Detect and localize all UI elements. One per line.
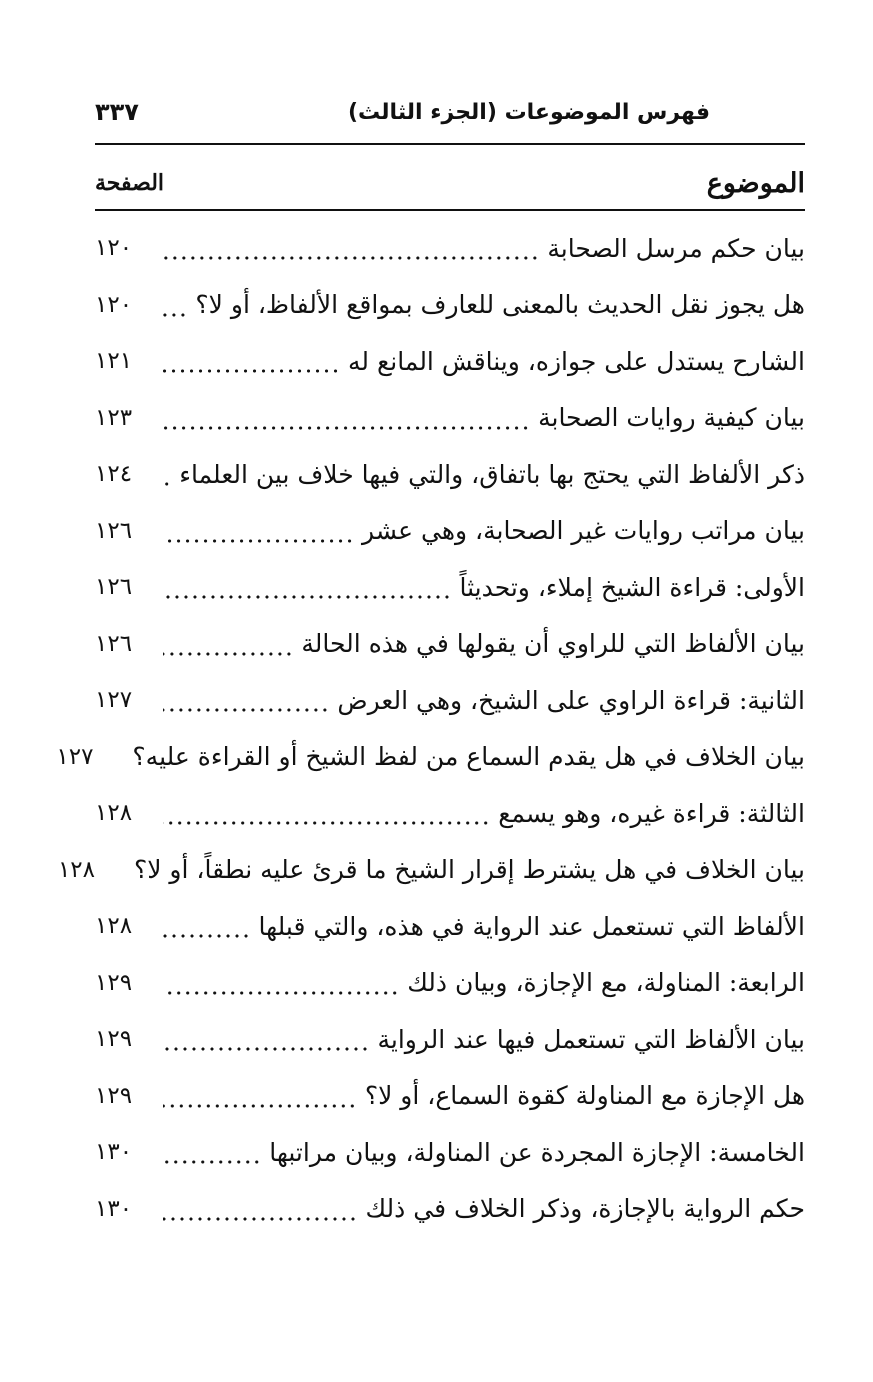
toc-entry xyxy=(95,220,805,277)
dot-leader xyxy=(163,518,354,544)
toc-entry xyxy=(95,446,805,503)
toc-entry-page: ١٢٨ xyxy=(57,856,95,883)
dot-leader xyxy=(163,1083,357,1109)
toc-entry xyxy=(95,277,805,334)
toc-entry-title: بيان الخلاف في هل يشترط إقرار الشيخ ما قرئ عليه نطقاً، أو لا؟ xyxy=(133,855,805,885)
toc-entry xyxy=(95,390,805,447)
page-number: ٣٣٧ xyxy=(95,98,139,126)
toc-entry-page: ١٢٦ xyxy=(95,630,133,657)
toc-entry-title: بيان كيفية روايات الصحابة xyxy=(538,403,805,433)
toc-entry-page: ١٢٠ xyxy=(95,235,133,262)
header-rule xyxy=(95,143,805,145)
toc-entry xyxy=(56,729,805,786)
toc-entry-page: ١٢٧ xyxy=(95,687,133,714)
toc-entry xyxy=(95,1124,805,1181)
toc-entry-title: بيان الخلاف في هل يقدم السماع من لفظ الشيخ أو القراءة عليه؟ xyxy=(132,742,805,772)
toc-entry-page: ١٢٧ xyxy=(56,743,94,770)
dot-leader xyxy=(163,970,399,996)
toc-entry-title: بيان مراتب روايات غير الصحابة، وهي عشر xyxy=(362,516,805,546)
toc-entry-page: ١٢٠ xyxy=(95,291,133,318)
toc-entry-title: بيان حكم مرسل الصحابة xyxy=(547,233,805,263)
toc-entry-page: ١٢٤ xyxy=(95,461,133,488)
toc-entry xyxy=(95,559,805,616)
dot-leader xyxy=(163,800,490,826)
dot-leader xyxy=(163,631,293,657)
toc-entry xyxy=(95,1011,805,1068)
dot-leader xyxy=(163,574,451,600)
toc-entry xyxy=(57,842,805,899)
toc-entry-title: الثالثة: قراءة غيره، وهو يسمع xyxy=(498,798,805,828)
toc-entry-title: الشارح يستدل على جوازه، ويناقش المانع له xyxy=(348,346,805,376)
dot-leader xyxy=(163,913,251,939)
toc-entry xyxy=(95,672,805,729)
toc-entry-title: بيان الألفاظ التي للراوي أن يقولها في هذه الحالة xyxy=(301,629,805,659)
toc-entry-page: ١٢٦ xyxy=(95,574,133,601)
column-header-rule xyxy=(95,209,805,211)
dot-leader xyxy=(163,1196,357,1222)
toc-entry-title: الرابعة: المناولة، مع الإجازة، وبيان ذلك xyxy=(407,968,805,998)
toc-entry xyxy=(95,333,805,390)
dot-leader xyxy=(163,687,329,713)
toc-entry xyxy=(95,898,805,955)
toc-entry xyxy=(95,955,805,1012)
toc-entry-page: ١٢٨ xyxy=(95,913,133,940)
toc-entry xyxy=(95,616,805,673)
dot-leader xyxy=(163,348,340,374)
dot-leader xyxy=(163,1139,261,1165)
page-column-header: الصفحة xyxy=(95,170,165,196)
toc-entry-title: الثانية: قراءة الراوي على الشيخ، وهي العرض xyxy=(337,685,805,715)
dot-leader xyxy=(163,235,539,261)
running-title: فهرس الموضوعات (الجزء الثالث) xyxy=(347,99,710,125)
toc-entry-title: الخامسة: الإجازة المجردة عن المناولة، وبيان مراتبها xyxy=(269,1137,805,1167)
column-headers xyxy=(95,160,805,206)
toc-entry-page: ١٢١ xyxy=(95,348,133,375)
toc-entry-page: ١٢٨ xyxy=(95,800,133,827)
dot-leader xyxy=(163,292,187,318)
topic-column-header: الموضوع xyxy=(706,167,805,199)
toc-entry xyxy=(95,785,805,842)
table-of-contents xyxy=(56,220,805,1237)
toc-entry-page: ١٣٠ xyxy=(95,1139,133,1166)
toc-entry-page: ١٢٩ xyxy=(95,1026,133,1053)
toc-entry xyxy=(95,1181,805,1238)
toc-entry-page: ١٣٠ xyxy=(95,1195,133,1222)
running-header xyxy=(95,92,805,132)
toc-entry-title: الألفاظ التي تستعمل عند الرواية في هذه، والتي قبلها xyxy=(258,911,805,941)
toc-entry-title: بيان الألفاظ التي تستعمل فيها عند الرواية xyxy=(377,1024,805,1054)
toc-entry-page: ١٢٦ xyxy=(95,517,133,544)
toc-entry xyxy=(95,503,805,560)
toc-entry-title: حكم الرواية بالإجازة، وذكر الخلاف في ذلك xyxy=(365,1194,805,1224)
toc-entry-page: ١٢٩ xyxy=(95,969,133,996)
toc-entry-page: ١٢٩ xyxy=(95,1082,133,1109)
document-page xyxy=(56,0,805,1382)
toc-entry-title: ذكر الألفاظ التي يحتج بها باتفاق، والتي فيها خلاف بين العلماء xyxy=(179,459,805,489)
dot-leader xyxy=(163,1026,369,1052)
toc-entry-title: الأولى: قراءة الشيخ إملاء، وتحديثاً xyxy=(459,572,805,602)
toc-entry-title: هل الإجازة مع المناولة كقوة السماع، أو لا؟ xyxy=(364,1081,805,1111)
toc-entry-title: هل يجوز نقل الحديث بالمعنى للعارف بمواقع الألفاظ، أو لا؟ xyxy=(195,290,805,320)
toc-entry-page: ١٢٣ xyxy=(95,404,133,431)
toc-entry xyxy=(95,1068,805,1125)
dot-leader xyxy=(163,461,171,487)
dot-leader xyxy=(163,405,530,431)
